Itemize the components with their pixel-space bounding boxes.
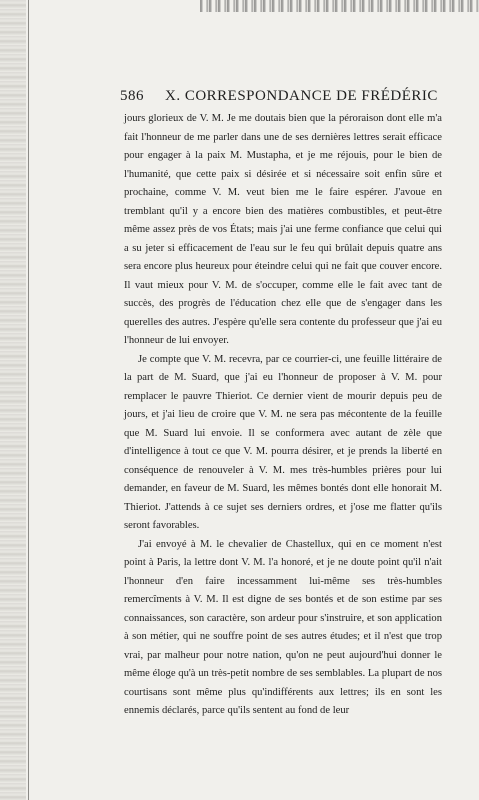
scan-gutter [0, 0, 26, 800]
paragraph: Je compte que V. M. recevra, par ce courrier-ci, une feuille littéraire de la part de M. Suard, que j'ai eu l'honneur de proposer à V. M. pour remplacer le pauvre Thieriot. Ce dernier vient de mourir depuis peu de jours, et j'ai lieu de croire que V. M. ne sera pas mécontente de la feuille que M. Suard lui envoie. Il se conformera avec autant de zèle que d'intelligence à tout ce que V. M. pourra désirer, et je prends la liberté en conséquence de renouveler à V. M. mes très-humbles prières pour lui demander, en faveur de M. Suard, les mêmes bontés dont elle honorait M. Thieriot. J'attends à ce sujet ses derniers ordres, et j'ose me flatter qu'ils seront favorables. [124, 353, 442, 531]
page-header [120, 88, 450, 108]
paragraph: jours glorieux de V. M. Je me doutais bien que la péroraison dont elle m'a fait l'honneur de me parler dans une de ses dernières lettres serait efficace pour engager à la paix M. Mustapha, et je me réjouis, pour le bien de l'humanité, que cette paix si désirée et si nécessaire soit enfin sûre et prochaine, comme V. M. veut bien me le faire espérer. J'avoue en tremblant qu'il y a encore bien des matières combustibles, et peut-être même assez près de vos États; mais j'ai une ferme confiance que celui qui a su jeter si efficacement de l'eau sur le feu qui brûlait depuis quatre ans sera encore plus heureux pour éteindre celui qui ne fait que couver encore. Il vaut mieux pour V. M. de s'occuper, comme elle le fait avec tant de succès, des progrès de l'éducation chez elle que de s'engager dans les querelles des autres. J'espère qu'elle sera contente du professeur que j'ai eu l'honneur de lui envoyer. [124, 113, 442, 346]
paragraph: J'ai envoyé à M. le chevalier de Chastellux, qui en ce moment n'est point à Paris, la lettre dont V. M. l'a honoré, et je ne doute point qu'il n'ait l'honneur d'en faire incessamment lui-même ses très-humbles remercîments à V. M. Il est digne de ses bontés et de son estime par ses connaissances, son caractère, son ardeur pour s'instruire, et son application à son métier, qui ne souffre point de ses autres études; et il n'est que trop vrai, par malheur pour notre nation, qu'on ne peut aujourd'hui donner le même éloge qu'à un très-petit nombre de ses semblables. La plupart de nos courtisans sont même plus qu'indifférents aux lettres; ils en sont les ennemis déclarés, parce qu'ils sentent au fond de leur [124, 538, 442, 716]
gutter-edge [28, 0, 29, 800]
scan-noise [200, 0, 479, 12]
page-number: 586 [120, 88, 144, 104]
body-text [124, 110, 442, 721]
running-title: X. CORRESPONDANCE DE FRÉDÉRIC [165, 88, 438, 104]
